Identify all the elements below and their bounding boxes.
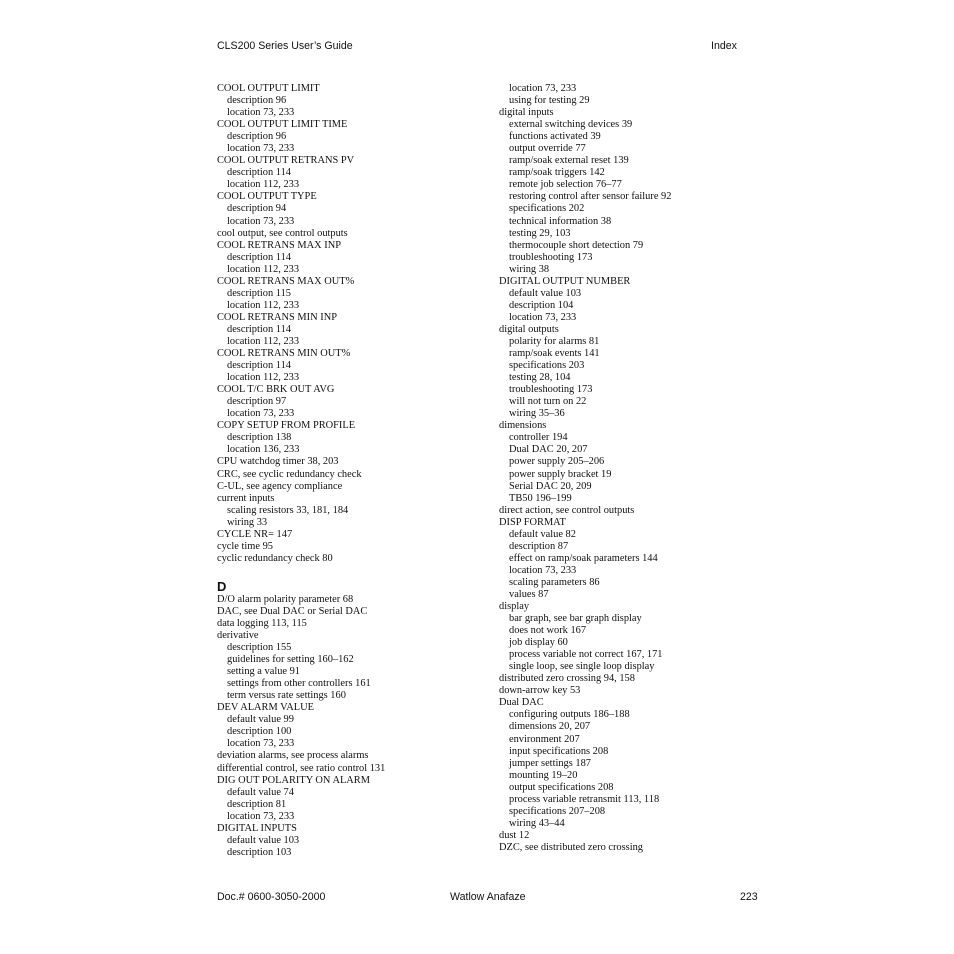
index-subentry: location 112, 233 — [227, 299, 300, 311]
index-entry: DIG OUT POLARITY ON ALARM — [217, 774, 370, 786]
index-subentry: job display 60 — [509, 637, 568, 649]
index-subentry: description 100 — [227, 726, 292, 738]
index-entry: C-UL, see agency compliance — [217, 480, 343, 492]
index-entry: cyclic redundancy check 80 — [217, 552, 333, 564]
index-entry: COOL RETRANS MAX OUT% — [217, 275, 355, 287]
index-subentry: power supply 205–206 — [509, 456, 605, 468]
index-subentry: power supply bracket 19 — [509, 468, 612, 480]
index-subentry: location 112, 233 — [227, 335, 300, 347]
index-entry: current inputs — [217, 492, 275, 504]
index-subentry: default value 82 — [509, 528, 576, 540]
index-entry: COOL RETRANS MIN OUT% — [217, 348, 351, 360]
index-subentry: polarity for alarms 81 — [509, 335, 600, 347]
index-subentry: will not turn on 22 — [509, 396, 587, 408]
index-subentry: term versus rate settings 160 — [227, 690, 346, 702]
index-subentry: description 114 — [227, 360, 291, 372]
index-entry: display — [499, 601, 530, 613]
index-subentry: location 73, 233 — [227, 107, 295, 119]
index-subentry: description 104 — [509, 299, 574, 311]
index-subentry: location 73, 233 — [509, 83, 577, 94]
index-subentry: process variable not correct 167, 171 — [509, 649, 663, 661]
footer-publisher: Watlow Anafaze — [450, 891, 526, 903]
index-entry: down-arrow key 53 — [499, 685, 581, 697]
index-entry: COOL T/C BRK OUT AVG — [217, 384, 335, 396]
index-subentry: description 81 — [227, 798, 287, 810]
index-subentry: testing 28, 104 — [509, 372, 571, 384]
index-subentry: does not work 167 — [509, 625, 587, 637]
index-subentry: location 112, 233 — [227, 263, 300, 275]
index-subentry: location 73, 233 — [227, 215, 295, 227]
index-subentry: testing 29, 103 — [509, 227, 571, 239]
index-subentry: dimensions 20, 207 — [509, 721, 591, 733]
index-subentry: description 96 — [227, 95, 287, 107]
index-entry: COOL OUTPUT LIMIT TIME — [217, 119, 348, 131]
index-entry: Dual DAC — [499, 697, 544, 709]
page-number: 223 — [740, 891, 758, 903]
index-entry: DZC, see distributed zero crossing — [499, 841, 643, 853]
index-entry: derivative — [217, 630, 259, 642]
index-subentry: single loop, see single loop display — [509, 661, 655, 673]
index-entry: DISP FORMAT — [499, 516, 566, 528]
index-subentry: restoring control after sensor failure 92 — [509, 191, 672, 203]
index-subentry: wiring 38 — [509, 263, 550, 275]
index-entry: COOL OUTPUT RETRANS PV — [217, 155, 355, 167]
index-entry: COOL OUTPUT LIMIT — [217, 83, 320, 94]
index-subentry: functions activated 39 — [509, 131, 601, 143]
index-entry: cycle time 95 — [217, 540, 273, 552]
index-subentry: wiring 33 — [227, 516, 268, 528]
index-subentry: description 114 — [227, 167, 291, 179]
index-entry: digital outputs — [499, 323, 559, 335]
index-subentry: wiring 35–36 — [509, 408, 565, 420]
index-column-right — [499, 83, 759, 854]
index-entry: dust 12 — [499, 829, 530, 841]
index-subentry: wiring 43–44 — [509, 817, 565, 829]
index-subentry: process variable retransmit 113, 118 — [509, 793, 660, 805]
index-subentry: troubleshooting 173 — [509, 384, 593, 396]
index-subentry: description 138 — [227, 432, 292, 444]
index-entry: direct action, see control outputs — [499, 504, 635, 516]
index-subentry: technical information 38 — [509, 215, 612, 227]
index-subentry: description 114 — [227, 323, 291, 335]
index-subentry: description 155 — [227, 642, 292, 654]
index-entry: CYCLE NR= 147 — [217, 528, 293, 540]
index-subentry: description 96 — [227, 131, 287, 143]
index-subentry: location 73, 233 — [227, 408, 295, 420]
index-subentry: bar graph, see bar graph display — [509, 613, 642, 625]
index-subentry: description 97 — [227, 396, 287, 408]
index-subentry: specifications 203 — [509, 360, 585, 372]
index-column-left — [217, 83, 487, 859]
index-subentry: location 73, 233 — [227, 143, 295, 155]
index-subentry: TB50 196–199 — [509, 492, 572, 504]
index-subentry: description 94 — [227, 203, 287, 215]
index-subentry: location 136, 233 — [227, 444, 300, 456]
index-subentry: values 87 — [509, 588, 549, 600]
index-entry: digital inputs — [499, 107, 554, 119]
index-subentry: scaling parameters 86 — [509, 576, 600, 588]
index-entry: COOL RETRANS MIN INP — [217, 311, 337, 323]
index-section-letter: D — [217, 578, 227, 594]
index-subentry: external switching devices 39 — [509, 119, 633, 131]
index-subentry: setting a value 91 — [227, 666, 301, 678]
index-subentry: description 103 — [227, 846, 292, 858]
index-subentry: remote job selection 76–77 — [509, 179, 622, 191]
index-subentry: output specifications 208 — [509, 781, 614, 793]
index-subentry: settings from other controllers 161 — [227, 678, 371, 690]
index-subentry: configuring outputs 186–188 — [509, 709, 630, 721]
index-subentry: specifications 202 — [509, 203, 585, 215]
running-header-section: Index — [711, 40, 737, 52]
footer-doc-number: Doc.# 0600-3050-2000 — [217, 891, 326, 903]
index-subentry: environment 207 — [509, 733, 580, 745]
index-entry: D/O alarm polarity parameter 68 — [217, 593, 354, 605]
index-subentry: effect on ramp/soak parameters 144 — [509, 552, 658, 564]
index-subentry: controller 194 — [509, 432, 568, 444]
index-subentry: ramp/soak events 141 — [509, 348, 600, 360]
index-subentry: default value 103 — [509, 287, 582, 299]
index-entry: COOL OUTPUT TYPE — [217, 191, 317, 203]
index-entry: distributed zero crossing 94, 158 — [499, 673, 635, 685]
index-subentry: location 73, 233 — [227, 738, 295, 750]
index-entry: data logging 113, 115 — [217, 617, 307, 629]
index-subentry: description 114 — [227, 251, 291, 263]
section-spacer — [217, 565, 487, 580]
index-subentry: scaling resistors 33, 181, 184 — [227, 504, 349, 516]
index-subentry: location 112, 233 — [227, 179, 300, 191]
index-subentry: jumper settings 187 — [509, 757, 591, 769]
index-entry: DEV ALARM VALUE — [217, 702, 314, 714]
index-subentry: location 73, 233 — [509, 564, 577, 576]
index-subentry: ramp/soak triggers 142 — [509, 167, 605, 179]
index-subentry: location 73, 233 — [227, 810, 295, 822]
index-entry: CPU watchdog timer 38, 203 — [217, 456, 339, 468]
index-subentry: ramp/soak external reset 139 — [509, 155, 629, 167]
index-subentry: description 115 — [227, 287, 291, 299]
running-header-title: CLS200 Series User’s Guide — [217, 40, 353, 52]
index-subentry: default value 103 — [227, 834, 300, 846]
index-subentry: thermocouple short detection 79 — [509, 239, 644, 251]
index-subentry: mounting 19–20 — [509, 769, 578, 781]
index-entry: differential control, see ratio control 131 — [217, 762, 386, 774]
index-subentry: output override 77 — [509, 143, 586, 155]
index-subentry: default value 99 — [227, 714, 294, 726]
index-entry: DIGITAL INPUTS — [217, 822, 297, 834]
index-entry: CRC, see cyclic redundancy check — [217, 468, 362, 480]
index-subentry: troubleshooting 173 — [509, 251, 593, 263]
index-entry: cool output, see control outputs — [217, 227, 348, 239]
index-subentry: location 73, 233 — [509, 311, 577, 323]
index-entry: COPY SETUP FROM PROFILE — [217, 420, 356, 432]
index-subentry: guidelines for setting 160–162 — [227, 654, 354, 666]
index-entry: DAC, see Dual DAC or Serial DAC — [217, 605, 368, 617]
index-subentry: Serial DAC 20, 209 — [509, 480, 592, 492]
index-subentry: using for testing 29 — [509, 95, 590, 107]
index-entry: COOL RETRANS MAX INP — [217, 239, 342, 251]
index-subentry: specifications 207–208 — [509, 805, 606, 817]
index-subentry: description 87 — [509, 540, 569, 552]
index-subentry: location 112, 233 — [227, 372, 300, 384]
index-entry: dimensions — [499, 420, 547, 432]
index-entry: deviation alarms, see process alarms — [217, 750, 369, 762]
index-subentry: Dual DAC 20, 207 — [509, 444, 588, 456]
index-subentry: default value 74 — [227, 786, 294, 798]
index-entry: DIGITAL OUTPUT NUMBER — [499, 275, 631, 287]
index-subentry: input specifications 208 — [509, 745, 609, 757]
